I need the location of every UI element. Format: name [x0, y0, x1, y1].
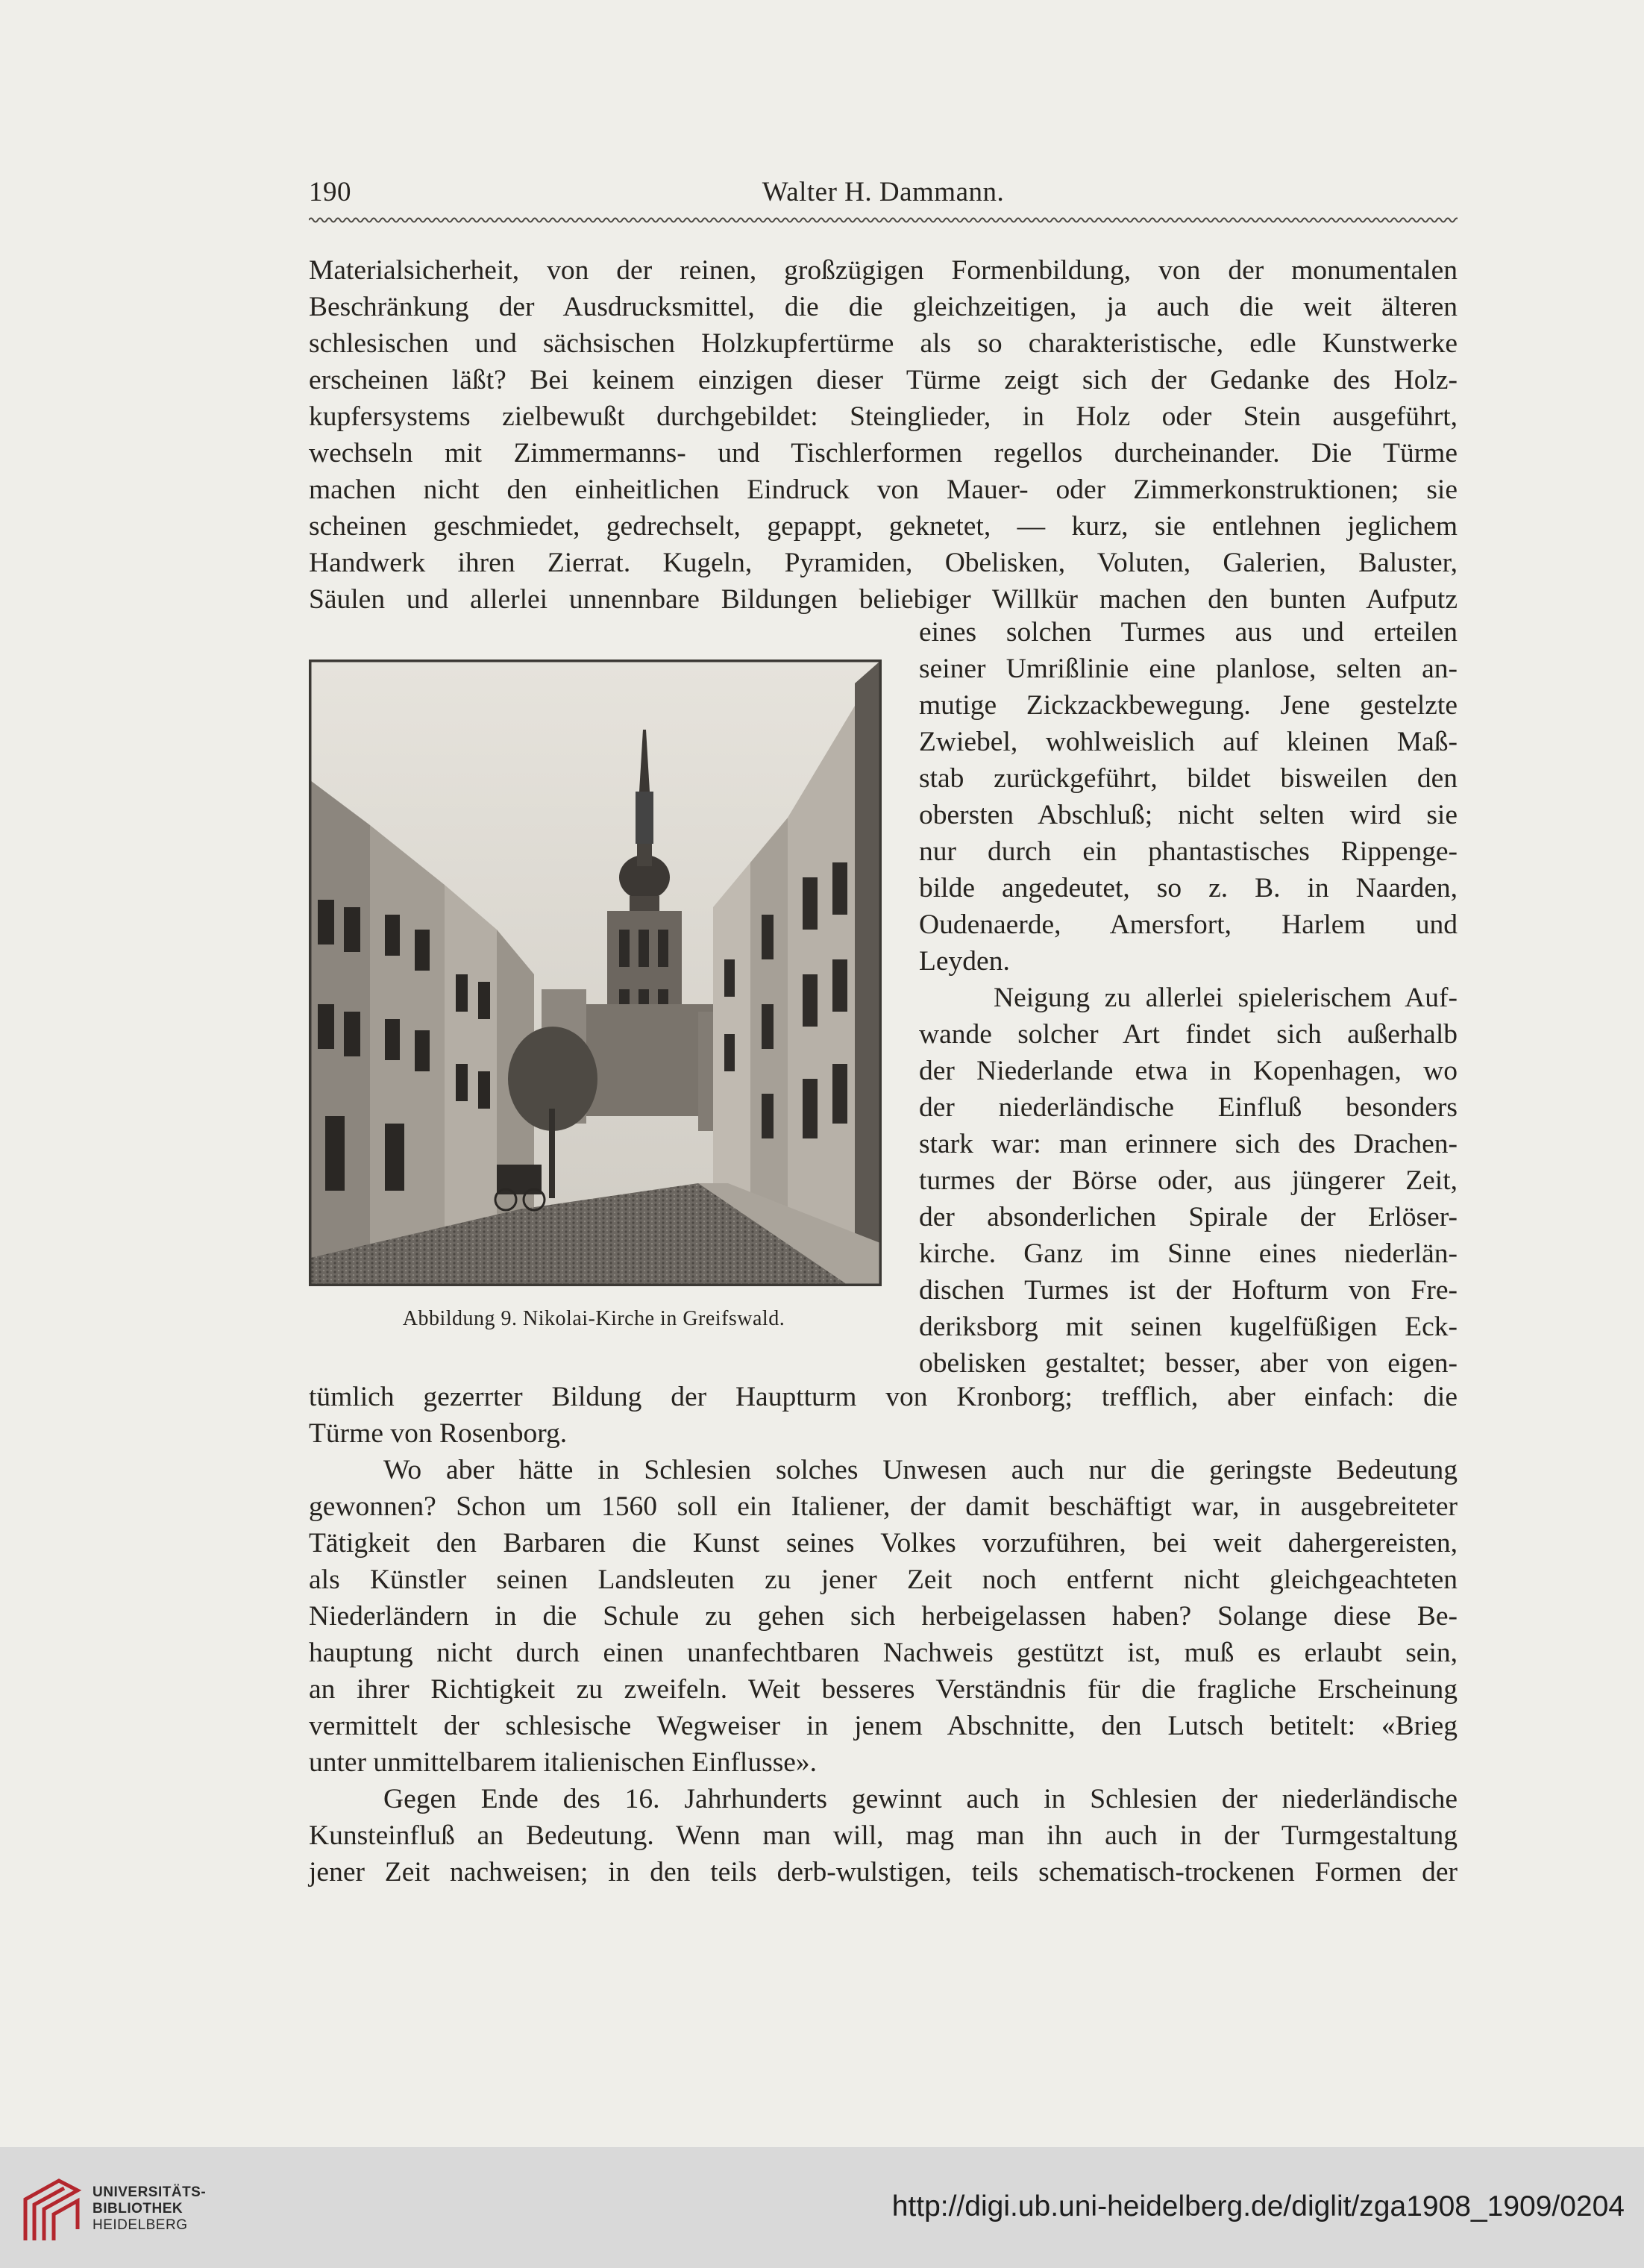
text-line: Säulen und allerlei unnennbare Bildungen beliebiger Willkür machen den bunten Aufputz	[309, 584, 1458, 615]
text-line: der absonderlichen Spirale der Erlöser-	[919, 1202, 1458, 1232]
text-line: obersten Abschluß; nicht selten wird sie	[919, 800, 1458, 830]
paragraph-3	[309, 1781, 1458, 1890]
text-line: wechseln mit Zimmermanns- und Tischlerformen regellos durcheinander. Die Türme	[309, 438, 1458, 469]
text-line: erscheinen läßt? Bei keinem einzigen dieser Türme zeigt sich der Gedanke des Holz-	[309, 365, 1458, 395]
text-line: tümlich gezerrter Bildung der Hauptturm von Kronborg; trefflich, aber einfach: die	[309, 1382, 1458, 1412]
text-line: hauptung nicht durch einen unanfechtbaren Nachweis gestützt ist, muß es erlaubt sein,	[309, 1638, 1458, 1668]
text-line: wande solcher Art findet sich außerhalb	[919, 1019, 1458, 1050]
text-line: turmes der Börse oder, aus jüngerer Zeit,	[919, 1165, 1458, 1196]
library-logo-icon	[18, 2177, 84, 2244]
text-line: stark war: man erinnere sich des Drachen-	[919, 1129, 1458, 1159]
library-name-line: HEIDELBERG	[92, 2217, 188, 2233]
text-line: Türme von Rosenborg.	[309, 1418, 568, 1449]
paragraph-continuation	[309, 1379, 1458, 1452]
text-line: gewonnen? Schon um 1560 soll ein Italiener, der damit beschäftigt war, in ausgebreiteter	[309, 1491, 1458, 1522]
text-line: Gegen Ende des 16. Jahrhunderts gewinnt auch in Schlesien der niederländische	[383, 1784, 1458, 1814]
text-line: eines solchen Turmes aus und erteilen	[919, 617, 1458, 648]
text-line: Materialsicherheit, von der reinen, großzügigen Formenbildung, von der monumentalen	[309, 255, 1458, 286]
figure-caption: Abbildung 9. Nikolai-Kirche in Greifswald.	[402, 1307, 785, 1330]
text-line: bilde angedeutet, so z. B. in Naarden,	[919, 873, 1458, 903]
text-line: kupfersystems zielbewußt durchgebildet: Steinglieder, in Holz oder Stein ausgeführt,	[309, 401, 1458, 432]
text-line: Leyden.	[919, 946, 1010, 977]
text-line: der niederländische Einfluß besonders	[919, 1092, 1458, 1123]
paragraph-top	[309, 252, 1458, 618]
text-line: jener Zeit nachweisen; in den teils derb-wulstigen, teils schematisch-trockenen Formen der	[309, 1857, 1458, 1888]
viewer-footer	[0, 2147, 1644, 2268]
text-line: seiner Umrißlinie eine planlose, selten an-	[919, 654, 1458, 684]
text-line: scheinen geschmiedet, gedrechselt, gepappt, geknetet, — kurz, sie entlehnen jeglichem	[309, 511, 1458, 542]
paragraph-2	[309, 1452, 1458, 1781]
text-line: stab zurückgeführt, bildet bisweilen den	[919, 763, 1458, 794]
library-name	[92, 2184, 206, 2234]
text-line: schlesischen und sächsischen Holzkupfertürme als so charakteristische, edle Kunstwerke	[309, 328, 1458, 359]
running-title: Walter H. Dammann.	[762, 177, 1005, 207]
running-header	[309, 176, 1458, 213]
text-line: dischen Turmes ist der Hofturm von Fre-	[919, 1275, 1458, 1306]
text-line: Zwiebel, wohlweislich auf kleinen Maß-	[919, 727, 1458, 757]
text-line: unter unmittelbarem italienischen Einflusse».	[309, 1747, 818, 1778]
street-church-illustration	[310, 661, 880, 1285]
text-line: Neigung zu allerlei spielerischem Auf-	[994, 983, 1458, 1013]
permalink-url[interactable]: http://digi.ub.uni-heidelberg.de/diglit/zga1908_1909/0204	[891, 2190, 1625, 2222]
text-line: Oudenaerde, Amersfort, Harlem und	[919, 909, 1458, 940]
library-name-line: BIBLIOTHEK	[92, 2201, 183, 2217]
text-line: Wo aber hätte in Schlesien solches Unwesen auch nur die geringste Bedeutung	[383, 1455, 1458, 1485]
page-number: 190	[309, 177, 351, 207]
text-line: Tätigkeit den Barbaren die Kunst seines Volkes vorzuführen, bei weit dahergereisten,	[309, 1528, 1458, 1559]
text-line: machen nicht den einheitlichen Eindruck von Mauer- oder Zimmerkonstruktionen; sie	[309, 474, 1458, 505]
text-line: kirche. Ganz im Sinne eines niederlän-	[919, 1238, 1458, 1269]
text-line: Niederländern in die Schule zu gehen sich herbeigelassen haben? Solange diese Be-	[309, 1601, 1458, 1632]
text-line: Handwerk ihren Zierrat. Kugeln, Pyramiden, Obelisken, Voluten, Galerien, Baluster,	[309, 548, 1458, 578]
text-line: obelisken gestaltet; besser, aber von eigen-	[919, 1348, 1458, 1379]
text-line: nur durch ein phantastisches Rippenge-	[919, 836, 1458, 867]
text-line: Kunsteinfluß an Bedeutung. Wenn man will, mag man ihn auch in der Turmgestaltung	[309, 1820, 1458, 1851]
library-name-line: UNIVERSITÄTS-	[92, 2184, 207, 2200]
text-line: vermittelt der schlesische Wegweiser in jenem Abschnitte, den Lutsch betitelt: «Brieg	[309, 1711, 1458, 1741]
text-line: Beschränkung der Ausdrucksmittel, die die gleichzeitigen, ja auch die weit älteren	[309, 292, 1458, 322]
header-rule	[309, 215, 1458, 225]
photo-nikolai-kirche	[309, 660, 882, 1286]
text-line: als Künstler seinen Landsleuten zu jener Zeit noch entfernt nicht gleichgeachteten	[309, 1564, 1458, 1595]
text-line: an ihrer Richtigkeit zu zweifeln. Weit besseres Verständnis für die fragliche Erscheinung	[309, 1674, 1458, 1705]
text-line: mutige Zickzackbewegung. Jene gestelzte	[919, 690, 1458, 721]
right-column-text	[919, 614, 1458, 1382]
text-line: der Niederlande etwa in Kopenhagen, wo	[919, 1056, 1458, 1086]
text-line: deriksborg mit seinen kugelfüßigen Eck-	[919, 1312, 1458, 1342]
